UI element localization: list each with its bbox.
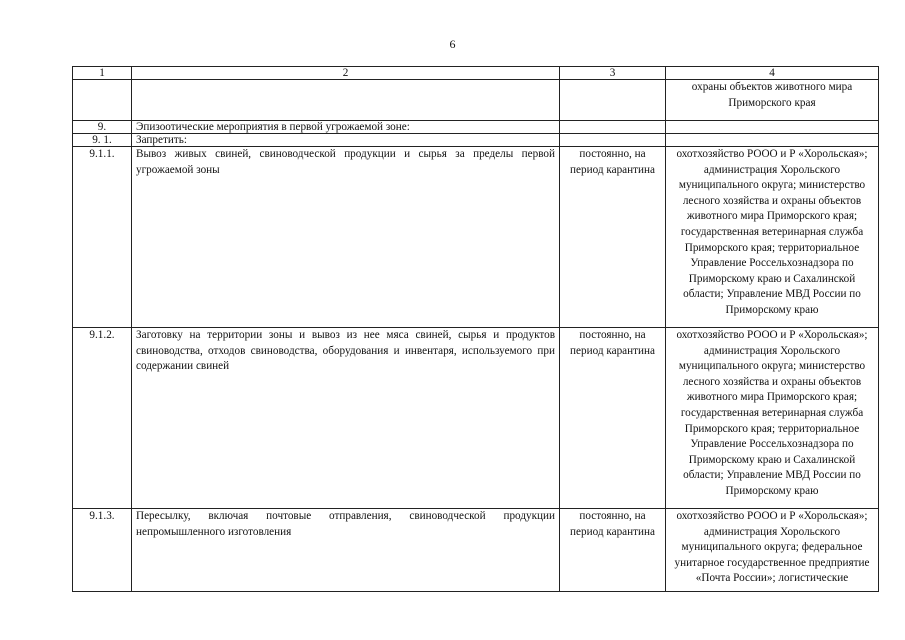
page-number: 6 [449, 37, 456, 51]
header-col-3: 3 [560, 67, 666, 80]
row-measure: Пересылку, включая почтовые отправления, свиноводческой продукции непромышленного изготовления [132, 509, 560, 592]
header-col-1: 1 [73, 67, 132, 80]
row-number: 9.1.3. [73, 509, 132, 592]
row-period [560, 134, 666, 147]
row-number: 9.1.1. [73, 147, 132, 328]
row-number [73, 80, 132, 121]
row-period [560, 121, 666, 134]
row-executor [666, 134, 879, 147]
table-row [73, 80, 879, 121]
table-row [73, 328, 879, 509]
header-col-4: 4 [666, 67, 879, 80]
table-row-section [73, 121, 879, 134]
row-period: постоянно, на период карантина [560, 147, 666, 328]
header-col-2: 2 [132, 67, 560, 80]
row-measure [132, 80, 560, 121]
row-period: постоянно, на период карантина [560, 328, 666, 509]
table-row-subsection [73, 134, 879, 147]
subsection-title: Запретить: [132, 134, 560, 147]
table-row [73, 147, 879, 328]
row-number: 9. [73, 121, 132, 134]
row-measure: Вывоз живых свиней, свиноводческой продукции и сырья за пределы первой угрожаемой зоны [132, 147, 560, 328]
row-number: 9.1.2. [73, 328, 132, 509]
measures-table [72, 66, 879, 592]
row-period: постоянно, на период карантина [560, 509, 666, 592]
table-header-row [73, 67, 879, 80]
row-period [560, 80, 666, 121]
section-title: Эпизоотические мероприятия в первой угрожаемой зоне: [132, 121, 560, 134]
row-measure: Заготовку на территории зоны и вывоз из нее мяса свиней, сырья и продуктов свиноводства, отходов свиноводства, оборудования и инвентаря, используемого при содержании свиней [132, 328, 560, 509]
row-executor [666, 121, 879, 134]
row-executor: охотхозяйство РООО и Р «Хорольская»; администрация Хорольского муниципального округа; федеральное унитарное государственное предприятие «Почта России»; логистические [666, 509, 879, 592]
row-executor: охотхозяйство РООО и Р «Хорольская»; администрация Хорольского муниципального округа; министерство лесного хозяйства и охраны объектов животного мира Приморского края; государственная ветеринарная служба Приморского края; территориальное Управление Россельхознадзора по Приморскому краю и Сахалинской области; Управление МВД России по Приморскому краю [666, 328, 879, 509]
row-executor: охотхозяйство РООО и Р «Хорольская»; администрация Хорольского муниципального округа; министерство лесного хозяйства и охраны объектов животного мира Приморского края; государственная ветеринарная служба Приморского края; территориальное Управление Россельхознадзора по Приморскому краю и Сахалинской области; Управление МВД России по Приморскому краю [666, 147, 879, 328]
row-number: 9. 1. [73, 134, 132, 147]
row-executor: охраны объектов животного мира Приморского края [666, 80, 879, 121]
table-row [73, 509, 879, 592]
